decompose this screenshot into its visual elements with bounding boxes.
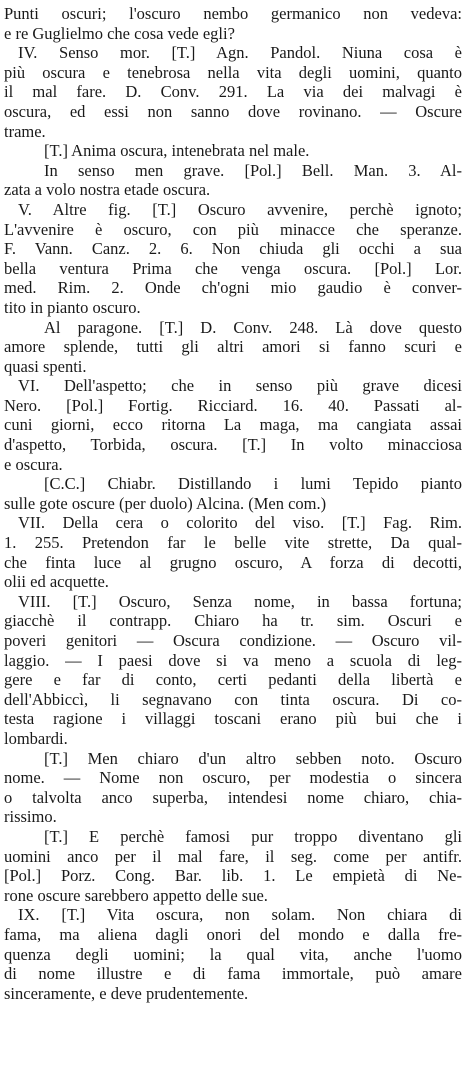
text-line: laggio. — I paesi dove si va meno a scuola di leg-	[4, 650, 462, 670]
text-line: e oscura.	[4, 454, 63, 474]
text-line: bella ventura Prima che venga oscura. [Pol.] Lor.	[4, 258, 462, 278]
text-line: lombardi.	[4, 728, 68, 748]
text-line: il mal fare. D. Conv. 291. La via dei malvagi è	[4, 82, 462, 102]
text-line: [T.] Men chiaro d'un altro sebben noto. Oscuro	[44, 748, 462, 768]
text-line: d'aspetto, Torbida, oscura. [T.] In volto minacciosa	[4, 435, 462, 455]
text-line: VIII. [T.] Oscuro, Senza nome, in bassa fortuna;	[18, 591, 462, 611]
text-line: VI. Dell'aspetto; che in senso più grave dicesi	[18, 376, 462, 396]
text-line: [Pol.] Porz. Cong. Bar. lib. 1. Le empietà di Ne-	[4, 866, 462, 886]
text-line: sinceramente, e deve prudentemente.	[4, 983, 249, 1003]
text-line: [T.] E perchè famosi pur troppo diventano gli	[44, 826, 462, 846]
text-line: VII. Della cera o colorito del viso. [T.] Fag. Rim.	[18, 513, 462, 533]
text-line: e re Guglielmo che cosa vede egli?	[4, 23, 235, 43]
text-line: In senso men grave. [Pol.] Bell. Man. 3. Al-	[44, 160, 462, 180]
text-line: Punti oscuri; l'oscuro nembo germanico non vedeva:	[4, 4, 462, 23]
text-line: [C.C.] Chiabr. Distillando i lumi Tepido pianto	[44, 474, 462, 494]
text-line: olii ed acquette.	[4, 572, 109, 592]
text-line: med. Rim. 2. Onde ch'ogni mio gaudio è conver-	[4, 278, 462, 298]
text-line: poveri genitori — Oscura condizione. — Oscuro vil-	[4, 631, 462, 650]
text-line: L'avvenire è oscuro, con più minacce che speranze.	[4, 219, 462, 239]
text-line: trame.	[4, 121, 46, 141]
text-line: sulle gote oscure (per duolo) Alcina. (Men com.)	[4, 493, 327, 513]
text-line: rissimo.	[4, 807, 57, 827]
text-line: Al paragone. [T.] D. Conv. 248. Là dove questo	[44, 317, 462, 337]
text-line: IV. Senso mor. [T.] Agn. Pandol. Niuna cosa è	[18, 43, 462, 63]
text-line: tito in pianto oscuro.	[4, 297, 141, 317]
text-line: dell'Abbiccì, li segnavano con tinta oscura. Di co-	[4, 689, 462, 709]
text-line: cuni giorni, ecco ritorna La maga, ma cangiata assai	[4, 415, 462, 435]
text-line: rone oscure sarebbero appetto delle sue.	[4, 885, 268, 905]
text-line: 1. 255. Pretendon far le belle vite strette, Da qual-	[4, 533, 462, 553]
text-line: F. Vann. Canz. 2. 6. Non chiuda gli occhi a sua	[4, 239, 462, 259]
text-line: uomini anco per il mal fare, il seg. come per antifr.	[4, 846, 462, 866]
text-line: gere e far di conto, certi pedanti della libertà e	[4, 670, 462, 690]
text-line: quenza degli uomini; la qual vita, anche l'uomo	[4, 944, 462, 964]
text-line: Nero. [Pol.] Fortig. Ricciard. 16. 40. Passati al-	[4, 395, 462, 415]
text-line: zata a volo nostra etade oscura.	[4, 180, 211, 200]
text-line: fama, ma aliena dagli onori del mondo e dalla fre-	[4, 924, 462, 944]
text-line: IX. [T.] Vita oscura, non solam. Non chiara di	[18, 905, 462, 925]
text-line: più oscura e tenebrosa nella vita degli uomini, quanto	[4, 62, 462, 82]
text-line: testa ragione i villaggi toscani erano più bui che i	[4, 709, 462, 729]
text-line: quasi spenti.	[4, 356, 87, 376]
text-line: V. Altre fig. [T.] Oscuro avvenire, perchè ignoto;	[18, 199, 462, 219]
text-line: [T.] Anima oscura, intenebrata nel male.	[44, 141, 310, 161]
text-line: amore splende, tutti gli altri amori si fanno scuri e	[4, 337, 462, 357]
dictionary-page-text	[4, 4, 462, 1003]
text-line: o talvolta anco superba, intendesi nome chiaro, chia-	[4, 787, 462, 807]
text-line: nome. — Nome non oscuro, per modestia o sincera	[4, 768, 462, 788]
text-line: che finta luce al grugno oscuro, A forza di decotti,	[4, 552, 462, 572]
text-line: giacchè il contrapp. Chiaro ha tr. sim. Oscuri e	[4, 611, 462, 631]
text-line: oscura, ed essi non sanno dove rovinano. — Oscure	[4, 101, 462, 121]
text-line: di nome illustre e di fama immortale, può amare	[4, 964, 462, 984]
